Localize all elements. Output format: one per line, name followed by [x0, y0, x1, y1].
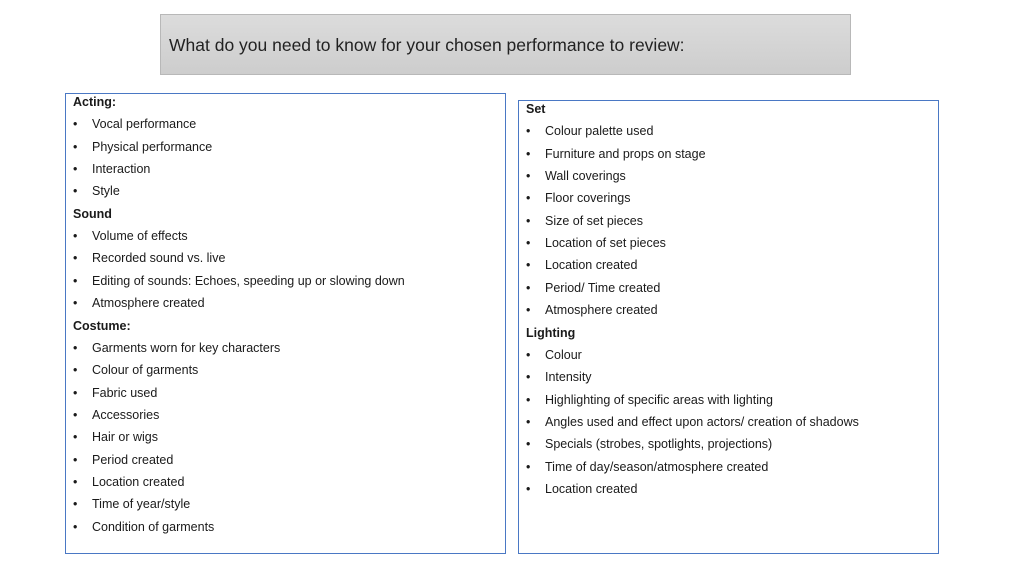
bullet-icon: • [526, 146, 531, 161]
list-item-text: Period/ Time created [545, 280, 661, 295]
list-item-text: Time of year/style [92, 497, 191, 512]
list-item-text: Colour [545, 347, 582, 362]
bullet-icon: • [73, 139, 78, 154]
bullet-icon: • [73, 430, 78, 445]
bullet-icon: • [526, 236, 531, 251]
list-item-text: Condition of garments [92, 519, 215, 534]
bullet-icon: • [73, 184, 78, 199]
bullet-icon: • [526, 169, 531, 184]
bullet-icon: • [526, 258, 531, 273]
bullet-icon: • [73, 229, 78, 244]
list-item-text: Time of day/season/atmosphere created [545, 459, 769, 474]
bullet-icon: • [526, 303, 531, 318]
bullet-icon: • [526, 347, 531, 362]
list-item-text: Period created [92, 452, 174, 467]
list-item-text: Atmosphere created [545, 303, 658, 318]
title-banner [160, 14, 851, 75]
bullet-icon: • [526, 392, 531, 407]
list-item-text: Intensity [545, 370, 592, 385]
section-heading: Acting: [73, 95, 117, 109]
list-item-text: Hair or wigs [92, 430, 158, 445]
bullet-icon: • [73, 452, 78, 467]
list-item-text: Angles used and effect upon actors/ creation of shadows [545, 414, 859, 429]
bullet-icon: • [526, 191, 531, 206]
bullet-icon: • [526, 213, 531, 228]
list-item-text: Colour palette used [545, 124, 654, 139]
bullet-icon: • [73, 340, 78, 355]
list-item-text: Location of set pieces [545, 236, 666, 251]
list-item-text: Editing of sounds: Echoes, speeding up or slowing down [92, 273, 405, 288]
bullet-icon: • [526, 414, 531, 429]
list-item-text: Interaction [92, 162, 151, 177]
list-item-text: Garments worn for key characters [92, 340, 281, 355]
section-heading: Set [526, 102, 546, 116]
list-item-text: Atmosphere created [92, 296, 205, 311]
bullet-icon: • [526, 481, 531, 496]
bullet-icon: • [73, 363, 78, 378]
list-item-text: Recorded sound vs. live [92, 251, 226, 266]
list-item-text: Physical performance [92, 139, 213, 154]
list-item-text: Highlighting of specific areas with lighting [545, 392, 773, 407]
bullet-icon: • [73, 385, 78, 400]
list-item-text: Specials (strobes, spotlights, projections) [545, 437, 773, 452]
list-item-text: Location created [92, 474, 185, 489]
bullet-icon: • [526, 124, 531, 139]
bullet-icon: • [526, 370, 531, 385]
section-heading: Sound [73, 206, 112, 221]
section-heading: Lighting [526, 325, 576, 340]
bullet-icon: • [73, 407, 78, 422]
bullet-icon: • [73, 251, 78, 266]
bullet-icon: • [73, 117, 78, 132]
list-item-text: Volume of effects [92, 229, 188, 244]
bullet-icon: • [526, 459, 531, 474]
list-item-text: Vocal performance [92, 117, 197, 132]
list-item-text: Style [92, 184, 120, 199]
left-panel [65, 93, 506, 554]
bullet-icon: • [526, 437, 531, 452]
list-item-text: Accessories [92, 407, 160, 422]
list-item-text: Fabric used [92, 385, 158, 400]
bullet-icon: • [73, 162, 78, 177]
list-item-text: Floor coverings [545, 191, 631, 206]
right-panel [518, 100, 939, 554]
list-item-text: Location created [545, 481, 638, 496]
bullet-icon: • [526, 280, 531, 295]
list-item-text: Location created [545, 258, 638, 273]
list-item-text: Size of set pieces [545, 213, 643, 228]
bullet-icon: • [73, 497, 78, 512]
list-item-text: Wall coverings [545, 169, 626, 184]
bullet-icon: • [73, 273, 78, 288]
bullet-icon: • [73, 296, 78, 311]
list-item-text: Colour of garments [92, 363, 199, 378]
section-heading: Costume: [73, 318, 131, 333]
bullet-icon: • [73, 474, 78, 489]
page-title: What do you need to know for your chosen performance to review: [169, 35, 685, 55]
bullet-icon: • [73, 519, 78, 534]
list-item-text: Furniture and props on stage [545, 146, 706, 161]
